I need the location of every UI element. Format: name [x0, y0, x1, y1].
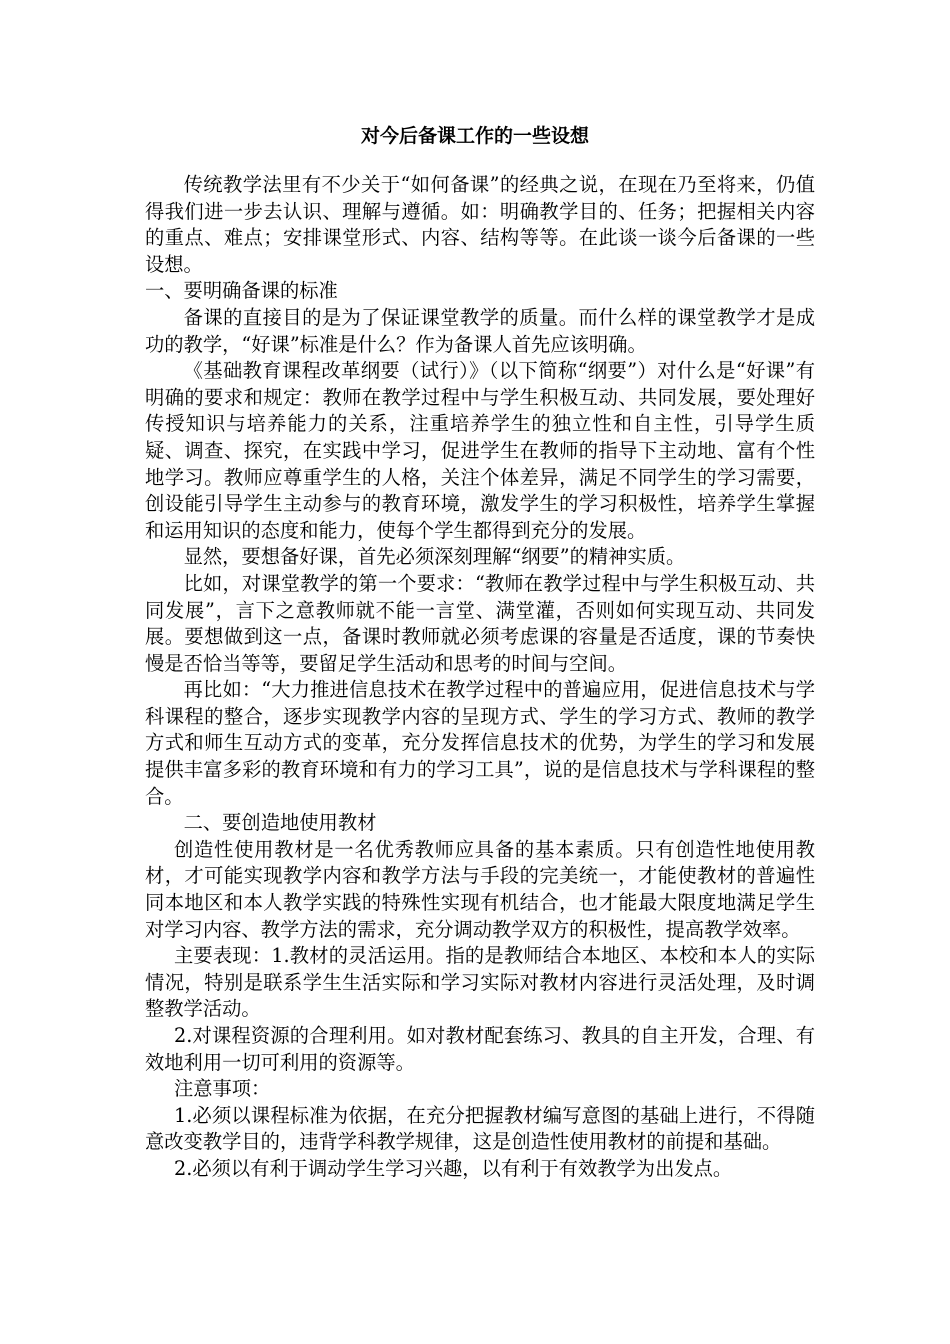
- section-heading-2: 二、要创造地使用教材: [183, 811, 377, 835]
- section-heading-1: 一、要明确备课的标准: [145, 279, 338, 303]
- paragraph: 创造性使用教材是一名优秀教师应具备的基本素质。只有创造性地使用教材，才可能实现教学内容和教学方法与手段的完美统一，才能使教材的普遍性同本地区和本人教学实践的特殊性实现有机结合，也才能最大限度地满足学生对学习内容、教学方法的需求，充分调动教学双方的积极性，提高教学效率。: [145, 837, 815, 941]
- paragraph: 显然，要想备好课，首先必须深刻理解“纲要”的精神实质。: [183, 545, 686, 569]
- paragraph: 主要表现：1.教材的灵活运用。指的是教师结合本地区、本校和本人的实际情况，特别是联系学生生活实际和学习实际对教材内容进行灵活处理，及时调整教学活动。: [145, 944, 815, 1021]
- paragraph: 1.必须以课程标准为依据，在充分把握教材编写意图的基础上进行，不得随意改变教学目的，违背学科教学规律，这是创造性使用教材的前提和基础。: [145, 1103, 815, 1154]
- paragraph: 备课的直接目的是为了保证课堂教学的质量。而什么样的课堂教学才是成功的教学，“好课”标准是什么？作为备课人首先应该明确。: [145, 305, 815, 356]
- document-body: [145, 172, 815, 1183]
- paragraph: 比如，对课堂教学的第一个要求：“教师在教学过程中与学生积极互动、共同发展”，言下之意教师就不能一言堂、满堂灌，否则如何实现互动、共同发展。要想做到这一点，备课时教师就必须考虑课的容量是否适度，课的节奏快慢是否恰当等等，要留足学生活动和思考的时间与空间。: [145, 571, 815, 675]
- paragraph: 2.必须以有利于调动学生学习兴趣，以有利于有效教学为出发点。: [173, 1156, 733, 1180]
- paragraph: 《基础教育课程改革纲要（试行）》（以下简称“纲要”）对什么是“好课”有明确的要求和规定：教师在教学过程中与学生积极互动、共同发展，要处理好传授知识与培养能力的关系，注重培养学生的独立性和自主性，引导学生质疑、调查、探究，在实践中学习，促进学生在教师的指导下主动地、富有个性地学习。教师应尊重学生的人格，关注个体差异，满足不同学生的学习需要，创设能引导学生主动参与的教育环境，激发学生的学习积极性，培养学生掌握和运用知识的态度和能力，使每个学生都得到充分的发展。: [145, 359, 815, 542]
- paragraph: 2.对课程资源的合理利用。如对教材配套练习、教具的自主开发，合理、有效地利用一切可利用的资源等。: [145, 1024, 815, 1074]
- document-title: 对今后备课工作的一些设想: [360, 125, 589, 147]
- paragraph: 注意事项：: [173, 1077, 271, 1101]
- paragraph: 再比如：“大力推进信息技术在教学过程中的普遍应用，促进信息技术与学科课程的整合，逐步实现教学内容的呈现方式、学生的学习方式、教师的教学方式和师生互动方式的变革，充分发挥信息技术的优势，为学生的学习和发展提供丰富多彩的教育环境和有力的学习工具”，说的是信息技术与学科课程的整合。: [145, 678, 815, 808]
- paragraph-intro: 传统教学法里有不少关于“如何备课”的经典之说，在现在乃至将来，仍值得我们进一步去认识、理解与遵循。如：明确教学目的、任务；把握相关内容的重点、难点；安排课堂形式、内容、结构等等。在此谈一谈今后备课的一些设想。: [145, 173, 815, 276]
